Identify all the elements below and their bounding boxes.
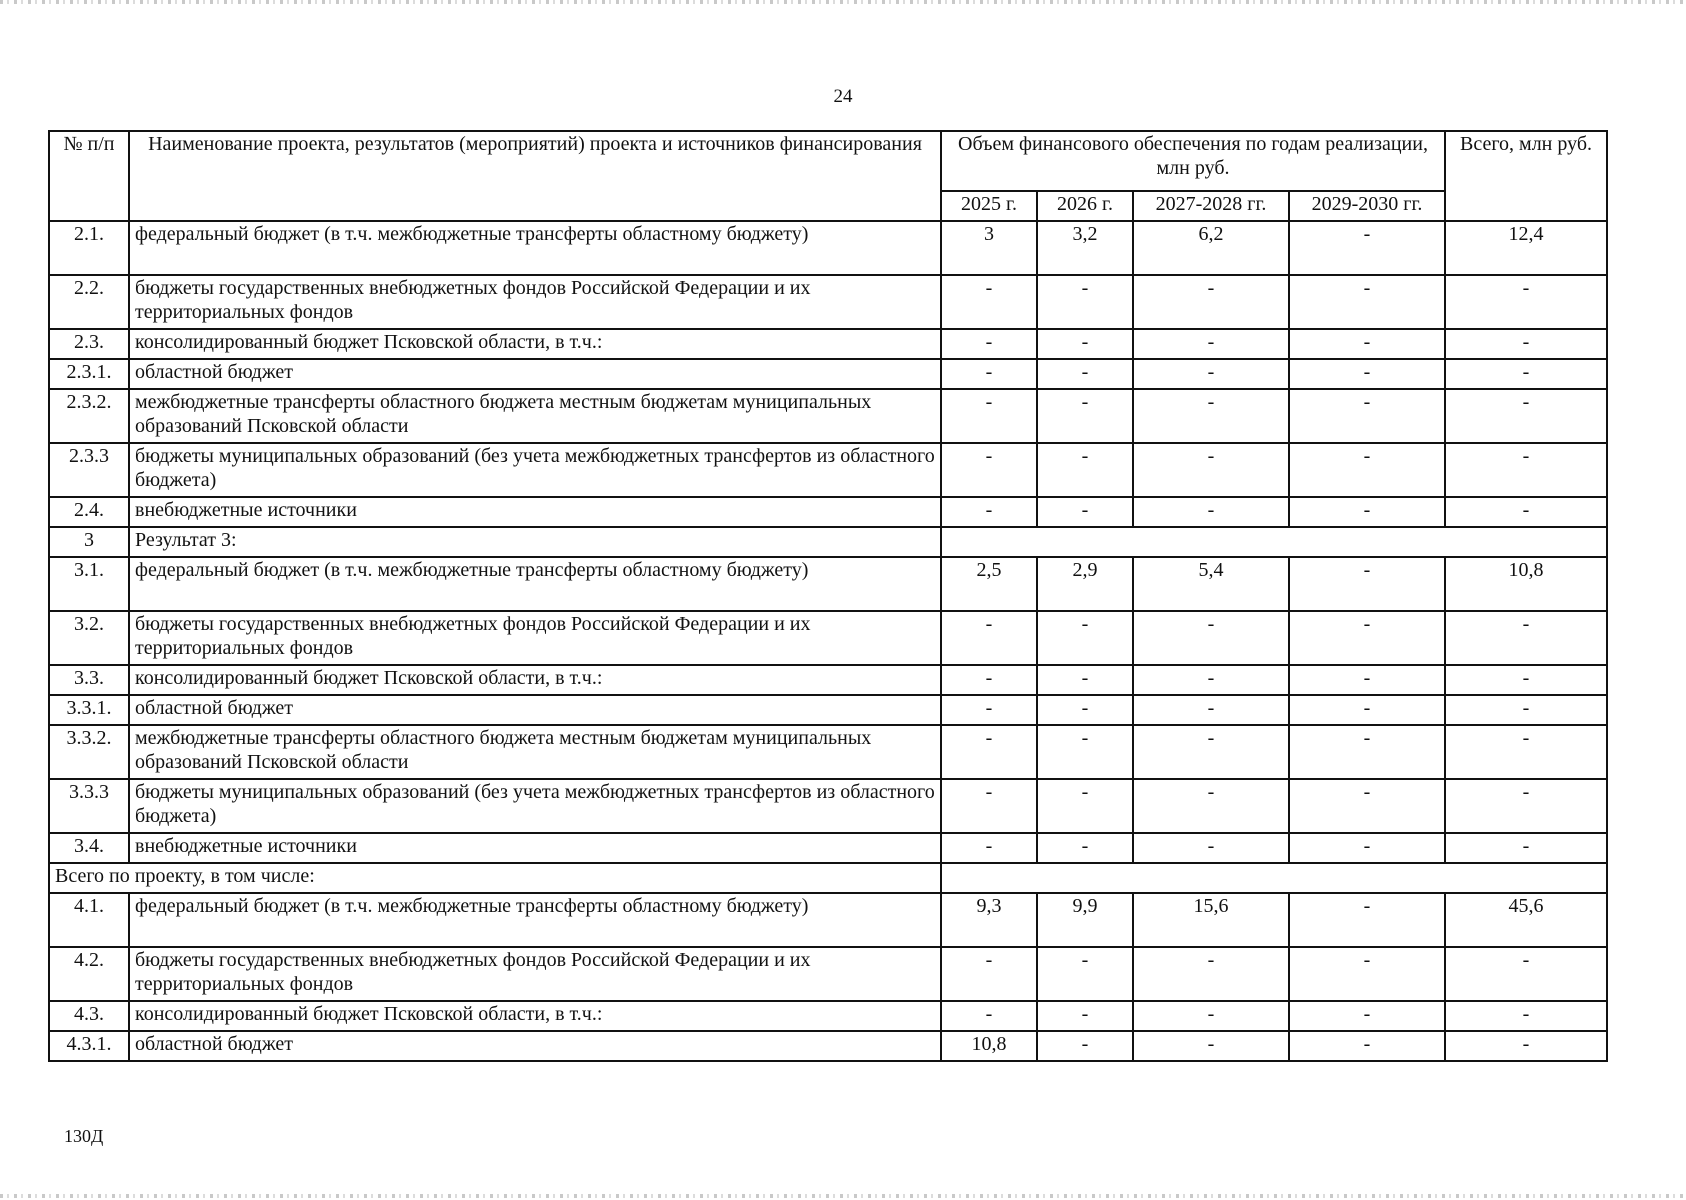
value-2029-2030: -	[1289, 389, 1445, 443]
header-year-2026: 2026 г.	[1037, 191, 1133, 221]
value-2026: -	[1037, 947, 1133, 1001]
table-row	[49, 1001, 1607, 1031]
value-2025: -	[941, 497, 1037, 527]
row-number: 4.3.	[49, 1001, 129, 1031]
header-name: Наименование проекта, результатов (мероприятий) проекта и источников финансирования	[129, 131, 941, 221]
table-row	[49, 833, 1607, 863]
page-number: 24	[833, 86, 853, 107]
table-row	[49, 275, 1607, 329]
row-name: бюджеты государственных внебюджетных фондов Российской Федерации и их территориальных фондов	[129, 947, 941, 1001]
value-total: -	[1445, 1001, 1607, 1031]
row-number: 4.1.	[49, 893, 129, 947]
value-2027-2028: 5,4	[1133, 557, 1289, 611]
value-2027-2028: 6,2	[1133, 221, 1289, 275]
value-2027-2028: -	[1133, 695, 1289, 725]
row-number: 2.1.	[49, 221, 129, 275]
value-2025: 9,3	[941, 893, 1037, 947]
row-number: 2.3.1.	[49, 359, 129, 389]
value-2026: 9,9	[1037, 893, 1133, 947]
value-2029-2030: -	[1289, 725, 1445, 779]
row-name: федеральный бюджет (в т.ч. межбюджетные трансферты областному бюджету)	[129, 893, 941, 947]
value-total: -	[1445, 329, 1607, 359]
value-2029-2030: -	[1289, 665, 1445, 695]
row-name: областной бюджет	[129, 1031, 941, 1061]
scan-edge-top	[0, 0, 1686, 4]
table-row	[49, 389, 1607, 443]
row-name: консолидированный бюджет Псковской области, в т.ч.:	[129, 329, 941, 359]
value-total: -	[1445, 725, 1607, 779]
header-year-2025: 2025 г.	[941, 191, 1037, 221]
value-total: 10,8	[1445, 557, 1607, 611]
table-row	[49, 725, 1607, 779]
table-row	[49, 557, 1607, 611]
value-2025: 3	[941, 221, 1037, 275]
value-2029-2030: -	[1289, 947, 1445, 1001]
value-total: -	[1445, 275, 1607, 329]
row-name: консолидированный бюджет Псковской области, в т.ч.:	[129, 1001, 941, 1031]
value-total: 45,6	[1445, 893, 1607, 947]
value-2025: -	[941, 725, 1037, 779]
value-2027-2028: -	[1133, 443, 1289, 497]
value-2029-2030: -	[1289, 497, 1445, 527]
value-2029-2030: -	[1289, 833, 1445, 863]
value-2029-2030: -	[1289, 443, 1445, 497]
value-total: -	[1445, 695, 1607, 725]
value-2026: -	[1037, 497, 1133, 527]
header-number: № п/п	[49, 131, 129, 221]
header-total: Всего, млн руб.	[1445, 131, 1607, 221]
value-2025: 2,5	[941, 557, 1037, 611]
document-code: 130Д	[64, 1126, 104, 1146]
row-number: 3.3.1.	[49, 695, 129, 725]
table-row	[49, 947, 1607, 1001]
empty-cell	[941, 863, 1607, 893]
table-row	[49, 1031, 1607, 1061]
empty-cell	[941, 527, 1607, 557]
row-name: внебюджетные источники	[129, 833, 941, 863]
row-number: 2.3.	[49, 329, 129, 359]
value-2026: -	[1037, 359, 1133, 389]
row-number: 2.4.	[49, 497, 129, 527]
value-2025: -	[941, 329, 1037, 359]
table-row	[49, 665, 1607, 695]
row-number: 2.2.	[49, 275, 129, 329]
table-row	[49, 611, 1607, 665]
value-2026: -	[1037, 1001, 1133, 1031]
value-2029-2030: -	[1289, 779, 1445, 833]
row-number: 4.3.1.	[49, 1031, 129, 1061]
value-2026: 2,9	[1037, 557, 1133, 611]
value-total: -	[1445, 359, 1607, 389]
value-total: 12,4	[1445, 221, 1607, 275]
value-2026: -	[1037, 695, 1133, 725]
value-2025: -	[941, 779, 1037, 833]
row-name: внебюджетные источники	[129, 497, 941, 527]
value-2026: -	[1037, 1031, 1133, 1061]
row-name: бюджеты муниципальных образований (без учета межбюджетных трансфертов из областного бюджета)	[129, 443, 941, 497]
value-2025: -	[941, 665, 1037, 695]
value-2026: -	[1037, 443, 1133, 497]
header-year-2027-2028: 2027-2028 гг.	[1133, 191, 1289, 221]
value-total: -	[1445, 779, 1607, 833]
value-2025: -	[941, 695, 1037, 725]
value-2026: -	[1037, 389, 1133, 443]
value-2025: -	[941, 443, 1037, 497]
row-name: консолидированный бюджет Псковской области, в т.ч.:	[129, 665, 941, 695]
value-2029-2030: -	[1289, 329, 1445, 359]
financing-table	[48, 130, 1608, 1062]
row-number: 2.3.3	[49, 443, 129, 497]
value-2027-2028: -	[1133, 779, 1289, 833]
value-2027-2028: -	[1133, 725, 1289, 779]
section-title: Результат 3:	[129, 527, 941, 557]
row-number: 2.3.2.	[49, 389, 129, 443]
row-name: межбюджетные трансферты областного бюджета местным бюджетам муниципальных образований Псковской области	[129, 389, 941, 443]
table-row	[49, 359, 1607, 389]
value-2029-2030: -	[1289, 695, 1445, 725]
value-total: -	[1445, 947, 1607, 1001]
value-2025: -	[941, 611, 1037, 665]
value-2029-2030: -	[1289, 893, 1445, 947]
table-row	[49, 779, 1607, 833]
value-2025: -	[941, 833, 1037, 863]
value-total: -	[1445, 443, 1607, 497]
row-name: бюджеты государственных внебюджетных фондов Российской Федерации и их территориальных фондов	[129, 611, 941, 665]
value-2026: -	[1037, 665, 1133, 695]
value-2029-2030: -	[1289, 275, 1445, 329]
value-2027-2028: 15,6	[1133, 893, 1289, 947]
value-2026: -	[1037, 725, 1133, 779]
value-2026: -	[1037, 329, 1133, 359]
value-2029-2030: -	[1289, 1031, 1445, 1061]
row-name: федеральный бюджет (в т.ч. межбюджетные трансферты областному бюджету)	[129, 221, 941, 275]
value-2027-2028: -	[1133, 1001, 1289, 1031]
section-row	[49, 863, 1607, 893]
value-2027-2028: -	[1133, 497, 1289, 527]
row-name: межбюджетные трансферты областного бюджета местным бюджетам муниципальных образований Псковской области	[129, 725, 941, 779]
table-row	[49, 497, 1607, 527]
value-total: -	[1445, 497, 1607, 527]
row-number: 3.3.2.	[49, 725, 129, 779]
row-number: 4.2.	[49, 947, 129, 1001]
value-2026: -	[1037, 611, 1133, 665]
value-2025: -	[941, 947, 1037, 1001]
scan-edge-bottom	[0, 1194, 1686, 1198]
row-name: федеральный бюджет (в т.ч. межбюджетные трансферты областному бюджету)	[129, 557, 941, 611]
row-number: 3.3.	[49, 665, 129, 695]
value-2027-2028: -	[1133, 359, 1289, 389]
header-year-2029-2030: 2029-2030 гг.	[1289, 191, 1445, 221]
table-row	[49, 329, 1607, 359]
header-volume: Объем финансового обеспечения по годам реализации, млн руб.	[941, 131, 1445, 191]
value-total: -	[1445, 1031, 1607, 1061]
value-2029-2030: -	[1289, 359, 1445, 389]
row-name: бюджеты муниципальных образований (без учета межбюджетных трансфертов из областного бюджета)	[129, 779, 941, 833]
table-row	[49, 443, 1607, 497]
table-row	[49, 695, 1607, 725]
value-2025: -	[941, 359, 1037, 389]
row-number: 3.3.3	[49, 779, 129, 833]
value-2029-2030: -	[1289, 611, 1445, 665]
value-total: -	[1445, 833, 1607, 863]
value-2029-2030: -	[1289, 221, 1445, 275]
value-2027-2028: -	[1133, 1031, 1289, 1061]
value-2027-2028: -	[1133, 665, 1289, 695]
row-number: 3.1.	[49, 557, 129, 611]
value-2029-2030: -	[1289, 1001, 1445, 1031]
row-name: бюджеты государственных внебюджетных фондов Российской Федерации и их территориальных фондов	[129, 275, 941, 329]
value-total: -	[1445, 611, 1607, 665]
section-title: Всего по проекту, в том числе:	[49, 863, 941, 893]
value-2029-2030: -	[1289, 557, 1445, 611]
value-2027-2028: -	[1133, 275, 1289, 329]
row-number: 3.2.	[49, 611, 129, 665]
row-number: 3.4.	[49, 833, 129, 863]
value-2026: -	[1037, 275, 1133, 329]
value-2026: -	[1037, 833, 1133, 863]
section-row	[49, 527, 1607, 557]
value-2026: 3,2	[1037, 221, 1133, 275]
value-total: -	[1445, 665, 1607, 695]
value-2025: 10,8	[941, 1031, 1037, 1061]
value-total: -	[1445, 389, 1607, 443]
table-row	[49, 893, 1607, 947]
value-2027-2028: -	[1133, 389, 1289, 443]
value-2026: -	[1037, 779, 1133, 833]
value-2027-2028: -	[1133, 833, 1289, 863]
row-name: областной бюджет	[129, 695, 941, 725]
value-2027-2028: -	[1133, 329, 1289, 359]
row-number: 3	[49, 527, 129, 557]
table-row	[49, 221, 1607, 275]
value-2027-2028: -	[1133, 947, 1289, 1001]
value-2025: -	[941, 389, 1037, 443]
value-2025: -	[941, 275, 1037, 329]
value-2027-2028: -	[1133, 611, 1289, 665]
row-name: областной бюджет	[129, 359, 941, 389]
value-2025: -	[941, 1001, 1037, 1031]
